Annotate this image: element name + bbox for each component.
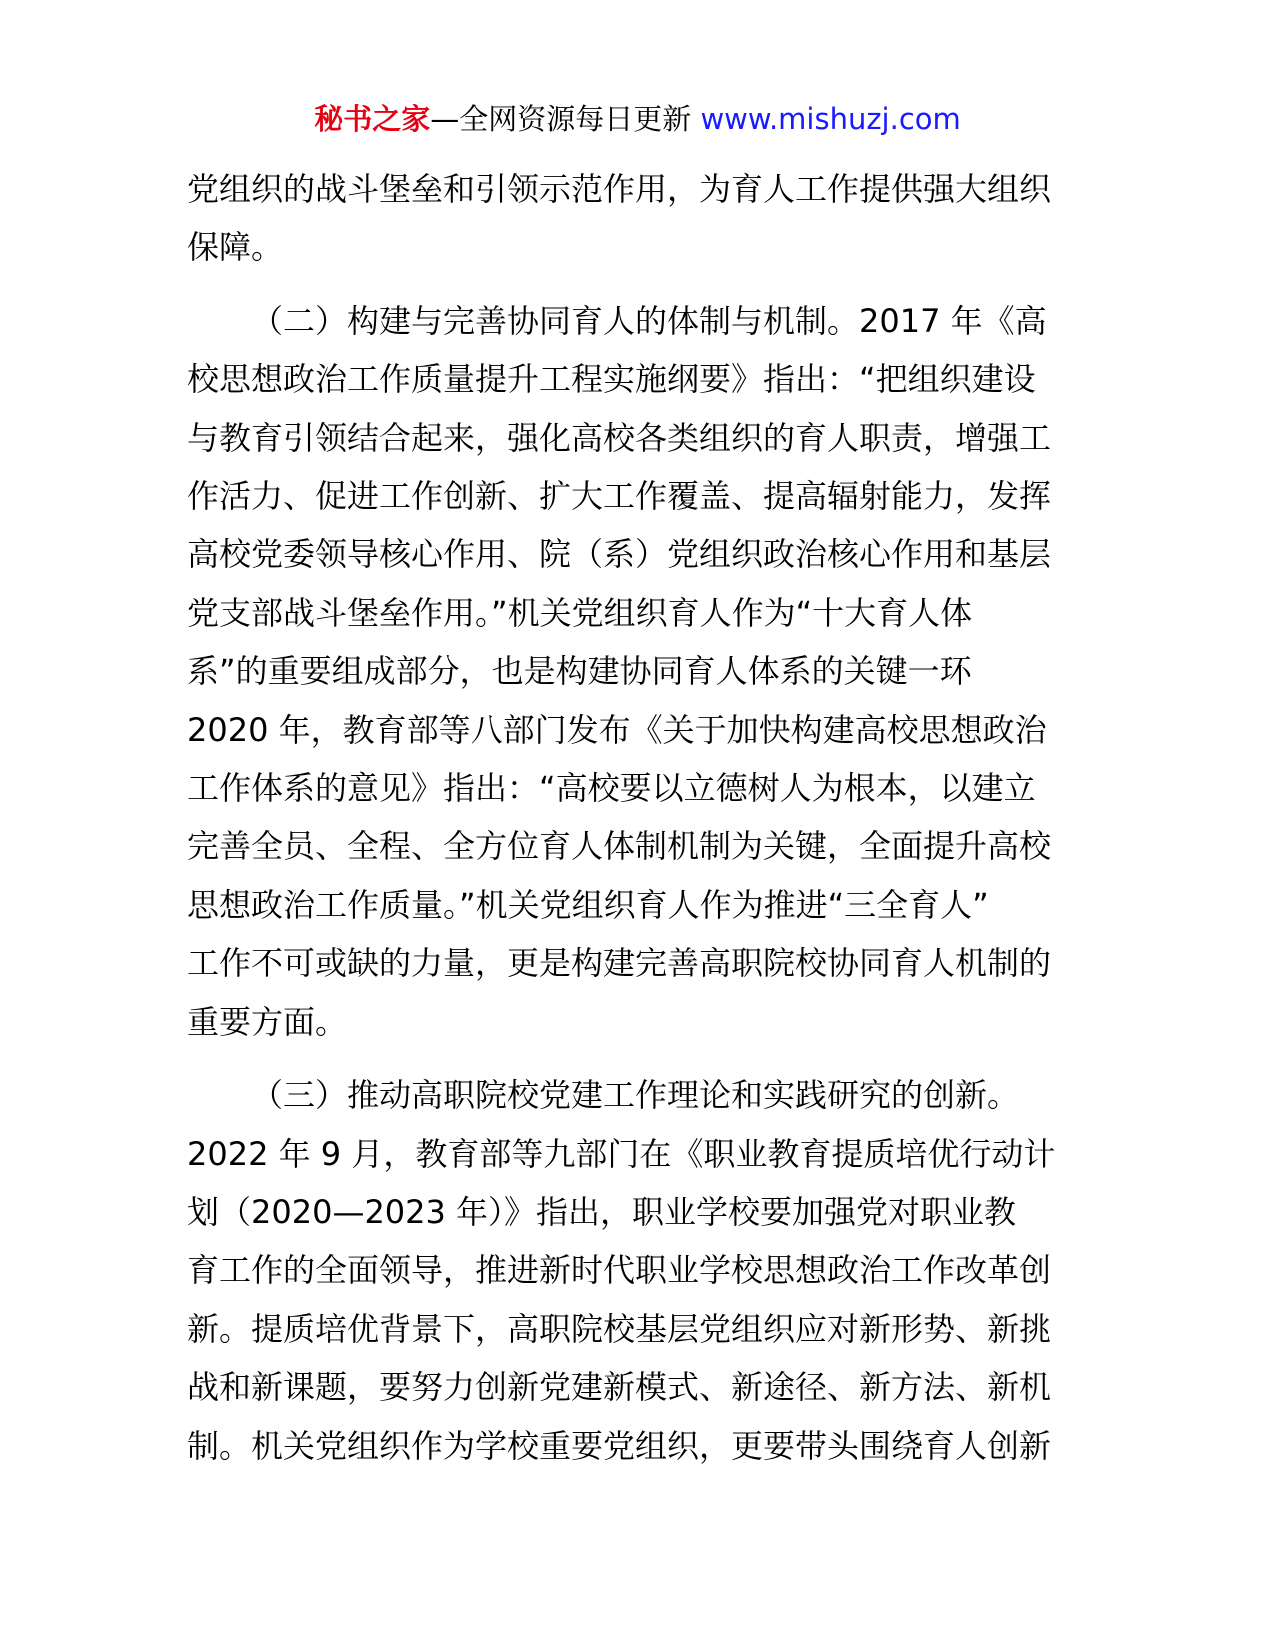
paragraph-3 [187, 1066, 1087, 1475]
text-line: 保障。 [187, 228, 284, 267]
text-line: 2022 年 9 月，教育部等九部门在《职业教育提质培优行动计 [187, 1134, 1056, 1173]
text-line: 重要方面。 [187, 1002, 348, 1041]
text-line: （二）构建与完善协同育人的体制与机制。2017 年《高 [251, 301, 1047, 340]
text-line: 系”的重要组成部分，也是构建协同育人体系的关键一环 [187, 652, 972, 691]
text-line: 制。机关党组织作为学校重要党组织，更要带头围绕育人创新 [187, 1426, 1052, 1465]
brand-name: 秘书之家 [314, 102, 431, 136]
text-line: （三）推动高职院校党建工作理论和实践研究的创新。 [251, 1076, 1020, 1115]
text-line: 完善全员、全程、全方位育人体制机制为关键，全面提升高校 [187, 827, 1052, 866]
text-line: 作活力、促进工作创新、扩大工作覆盖、提高辐射能力，发挥 [187, 477, 1052, 516]
text-line: 校思想政治工作质量提升工程实施纲要》指出：“把组织建设 [187, 360, 1036, 399]
text-line: 育工作的全面领导，推进新时代职业学校思想政治工作改革创 [187, 1251, 1052, 1290]
text-line: 2020 年，教育部等八部门发布《关于加快构建高校思想政治 [187, 710, 1047, 749]
text-line: 新。提质培优背景下，高职院校基层党组织应对新形势、新挑 [187, 1309, 1052, 1348]
site-url-link[interactable]: www.mishuzj.com [700, 102, 961, 136]
page-header [0, 98, 1275, 140]
text-line: 党组织的战斗堡垒和引领示范作用，为育人工作提供强大组织 [187, 170, 1052, 208]
document-body [187, 160, 1087, 1475]
text-line: 党支部战斗堡垒作用。”机关党组织育人作为“十大育人体 [187, 593, 973, 632]
text-line: 思想政治工作质量。”机关党组织育人作为推进“三全育人” [187, 885, 989, 924]
header-tagline: —全网资源每日更新 [430, 102, 692, 136]
paragraph-2 [187, 292, 1087, 1051]
paragraph-1 [187, 160, 1087, 277]
text-line: 工作体系的意见》指出：“高校要以立德树人为根本，以建立 [187, 769, 1036, 808]
text-line: 高校党委领导核心作用、院（系）党组织政治核心作用和基层 [187, 535, 1052, 574]
text-line: 战和新课题，要努力创新党建新模式、新途径、新方法、新机 [187, 1368, 1052, 1407]
text-line: 与教育引领结合起来，强化高校各类组织的育人职责，增强工 [187, 418, 1052, 457]
text-line: 工作不可或缺的力量，更是构建完善高职院校协同育人机制的 [187, 944, 1052, 983]
text-line: 划（2020—2023 年）》指出，职业学校要加强党对职业教 [187, 1192, 1017, 1231]
